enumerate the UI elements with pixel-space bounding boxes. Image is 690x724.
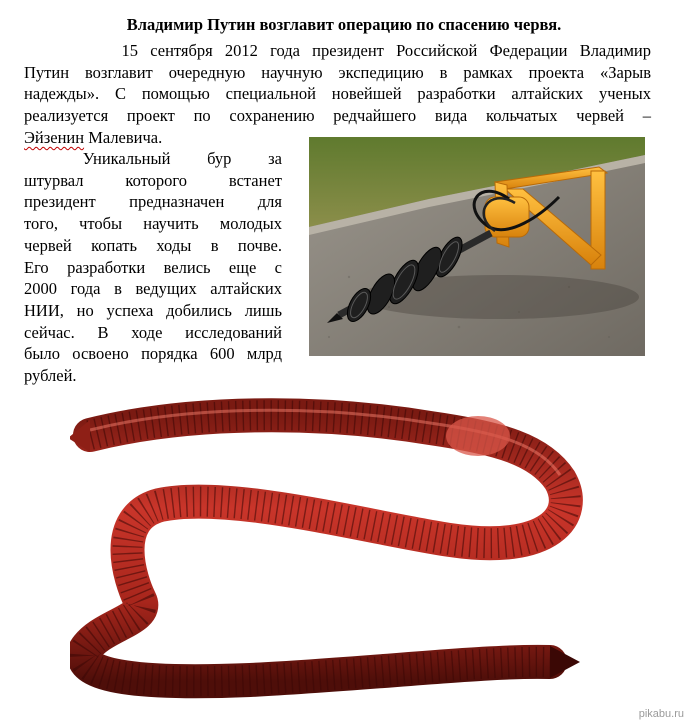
auger-drill-image — [309, 137, 645, 356]
side-line-last: рублей. — [24, 366, 77, 386]
spellcheck-underlined-word: Эйзенин — [24, 127, 85, 147]
intro-line: надежды». С помощью специальной новейшей разработки алтайских ученых — [24, 84, 651, 104]
side-line: сейчас. В ходе исследований — [24, 322, 282, 342]
side-line: было освоено порядка 600 млрд — [24, 344, 282, 364]
side-paragraph — [24, 148, 282, 387]
side-line: того, чтобы научить молодых — [24, 214, 282, 234]
side-line: 2000 года в ведущих алтайских — [24, 279, 282, 299]
side-line: НИИ, но успеха добились лишь — [24, 300, 282, 320]
side-line — [24, 170, 282, 192]
earthworm-illustration — [70, 380, 630, 720]
watermark: pikabu.ru — [638, 708, 684, 720]
article-title: Владимир Путин возглавит операцию по спасению червя. — [126, 15, 562, 34]
side-line: Уникальный бур за — [24, 149, 282, 168]
intro-paragraph — [24, 40, 651, 149]
auger-drill-photo — [309, 137, 645, 356]
intro-line: реализуется проект по сохранению редчайшего вида кольчатых червей – — [24, 106, 651, 126]
intro-line-rest: Малевича. — [84, 127, 163, 147]
spellcheck-underlined-word: штурвал которого встанет — [24, 170, 282, 190]
side-line: президент предназначен для — [24, 192, 282, 212]
side-line: червей копать ходы в почве. — [24, 235, 282, 255]
intro-line: 15 сентября 2012 года президент Российской Федерации Владимир — [24, 41, 651, 60]
intro-line: Путин возглавит очередную научную экспедицию в рамках проекта «Зарыв — [24, 62, 651, 82]
side-line: Его разработки велись еще с — [24, 257, 282, 277]
